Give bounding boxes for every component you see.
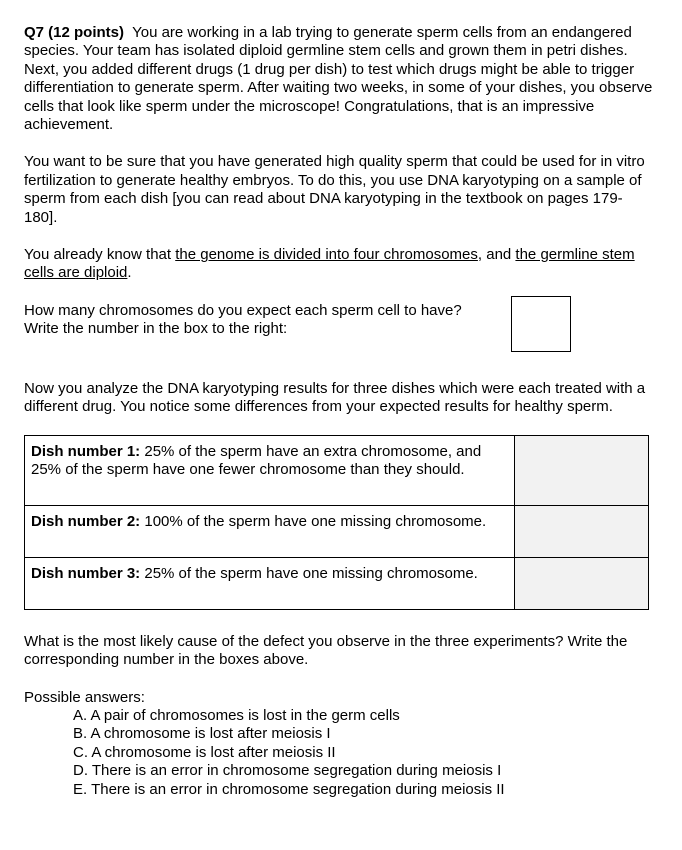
list-item: C. A chromosome is lost after meiosis II (73, 743, 336, 761)
dish-3-description (25, 557, 515, 609)
dish-2-answer-box[interactable] (515, 505, 649, 557)
dish-1-label: Dish number 1: (31, 442, 141, 460)
list-item: A. A pair of chromosomes is lost in the germ cells (73, 706, 400, 724)
answer-choices-list (24, 707, 654, 799)
worksheet-page (24, 24, 654, 799)
dish-1-description (25, 435, 515, 505)
table-row (25, 557, 649, 609)
question-intro (24, 24, 654, 134)
dish-3-label: Dish number 3: (31, 564, 141, 582)
chromosome-count-text (24, 302, 504, 339)
dish-results-table (24, 435, 649, 610)
genome-text-mid: , and (477, 246, 516, 264)
table-row (25, 435, 649, 505)
chromosome-answer-box[interactable] (511, 296, 571, 352)
karyotyping-paragraph: You want to be sure that you have generated high quality sperm that could be used for in vitro fertilization to generate healthy embryos. To do this, you use DNA karyotyping on a sample of sperm from each dish [you can read about DNA karyotyping in the textbook on pages 179-180]. (24, 153, 645, 226)
list-item: E. There is an error in chromosome segregation during meiosis II (73, 780, 505, 798)
dish-3-text: 25% of the sperm have one missing chromosome. (140, 564, 478, 582)
intro-text: You are working in a lab trying to generate sperm cells from an endangered species. Your team has isolated diploid germline stem cells and grown them in petri dishes. Next, you added different drugs (1 drug per dish) to test which drugs might be able to trigger differentiation to generate sperm. After waiting two weeks, in some of your dishes, you observe cells that look like sperm under the microscope! Congratulations, that is an impressive achievement. (24, 24, 653, 134)
chromosome-question-line-2: Write the number in the box to the right: (24, 320, 288, 338)
genome-text-suffix: . (127, 264, 132, 282)
genome-text-prefix: You already know that (24, 246, 176, 264)
dish-3-answer-box[interactable] (515, 557, 649, 609)
genome-underline-2: the germline stem cells are diploid (24, 246, 635, 282)
dish-1-text: 25% of the sperm have an extra chromosome, and 25% of the sperm have one fewer chromosome than they should. (31, 442, 482, 479)
possible-answers-label: Possible answers: (24, 688, 145, 706)
table-row (25, 505, 649, 557)
dish-2-label: Dish number 2: (31, 512, 141, 530)
question-label: Q7 (12 points) (24, 24, 125, 41)
dish-2-text: 100% of the sperm have one missing chromosome. (140, 512, 487, 530)
list-item: D. There is an error in chromosome segregation during meiosis I (73, 762, 502, 780)
chromosome-count-question (24, 302, 654, 358)
chromosome-question-line-1: How many chromosomes do you expect each sperm cell to have? (24, 301, 462, 319)
dish-1-answer-box[interactable] (515, 435, 649, 505)
dish-2-description (25, 505, 515, 557)
genome-underline-1: the genome is divided into four chromosomes (175, 246, 478, 264)
analysis-paragraph: Now you analyze the DNA karyotyping results for three dishes which were each treated with a different drug. You notice some differences from your expected results for healthy sperm. (24, 379, 646, 416)
genome-paragraph (24, 246, 654, 283)
list-item: B. A chromosome is lost after meiosis I (73, 725, 331, 743)
cause-question: What is the most likely cause of the defect you observe in the three experiments? Write the corresponding number in the boxes above. (24, 632, 628, 669)
